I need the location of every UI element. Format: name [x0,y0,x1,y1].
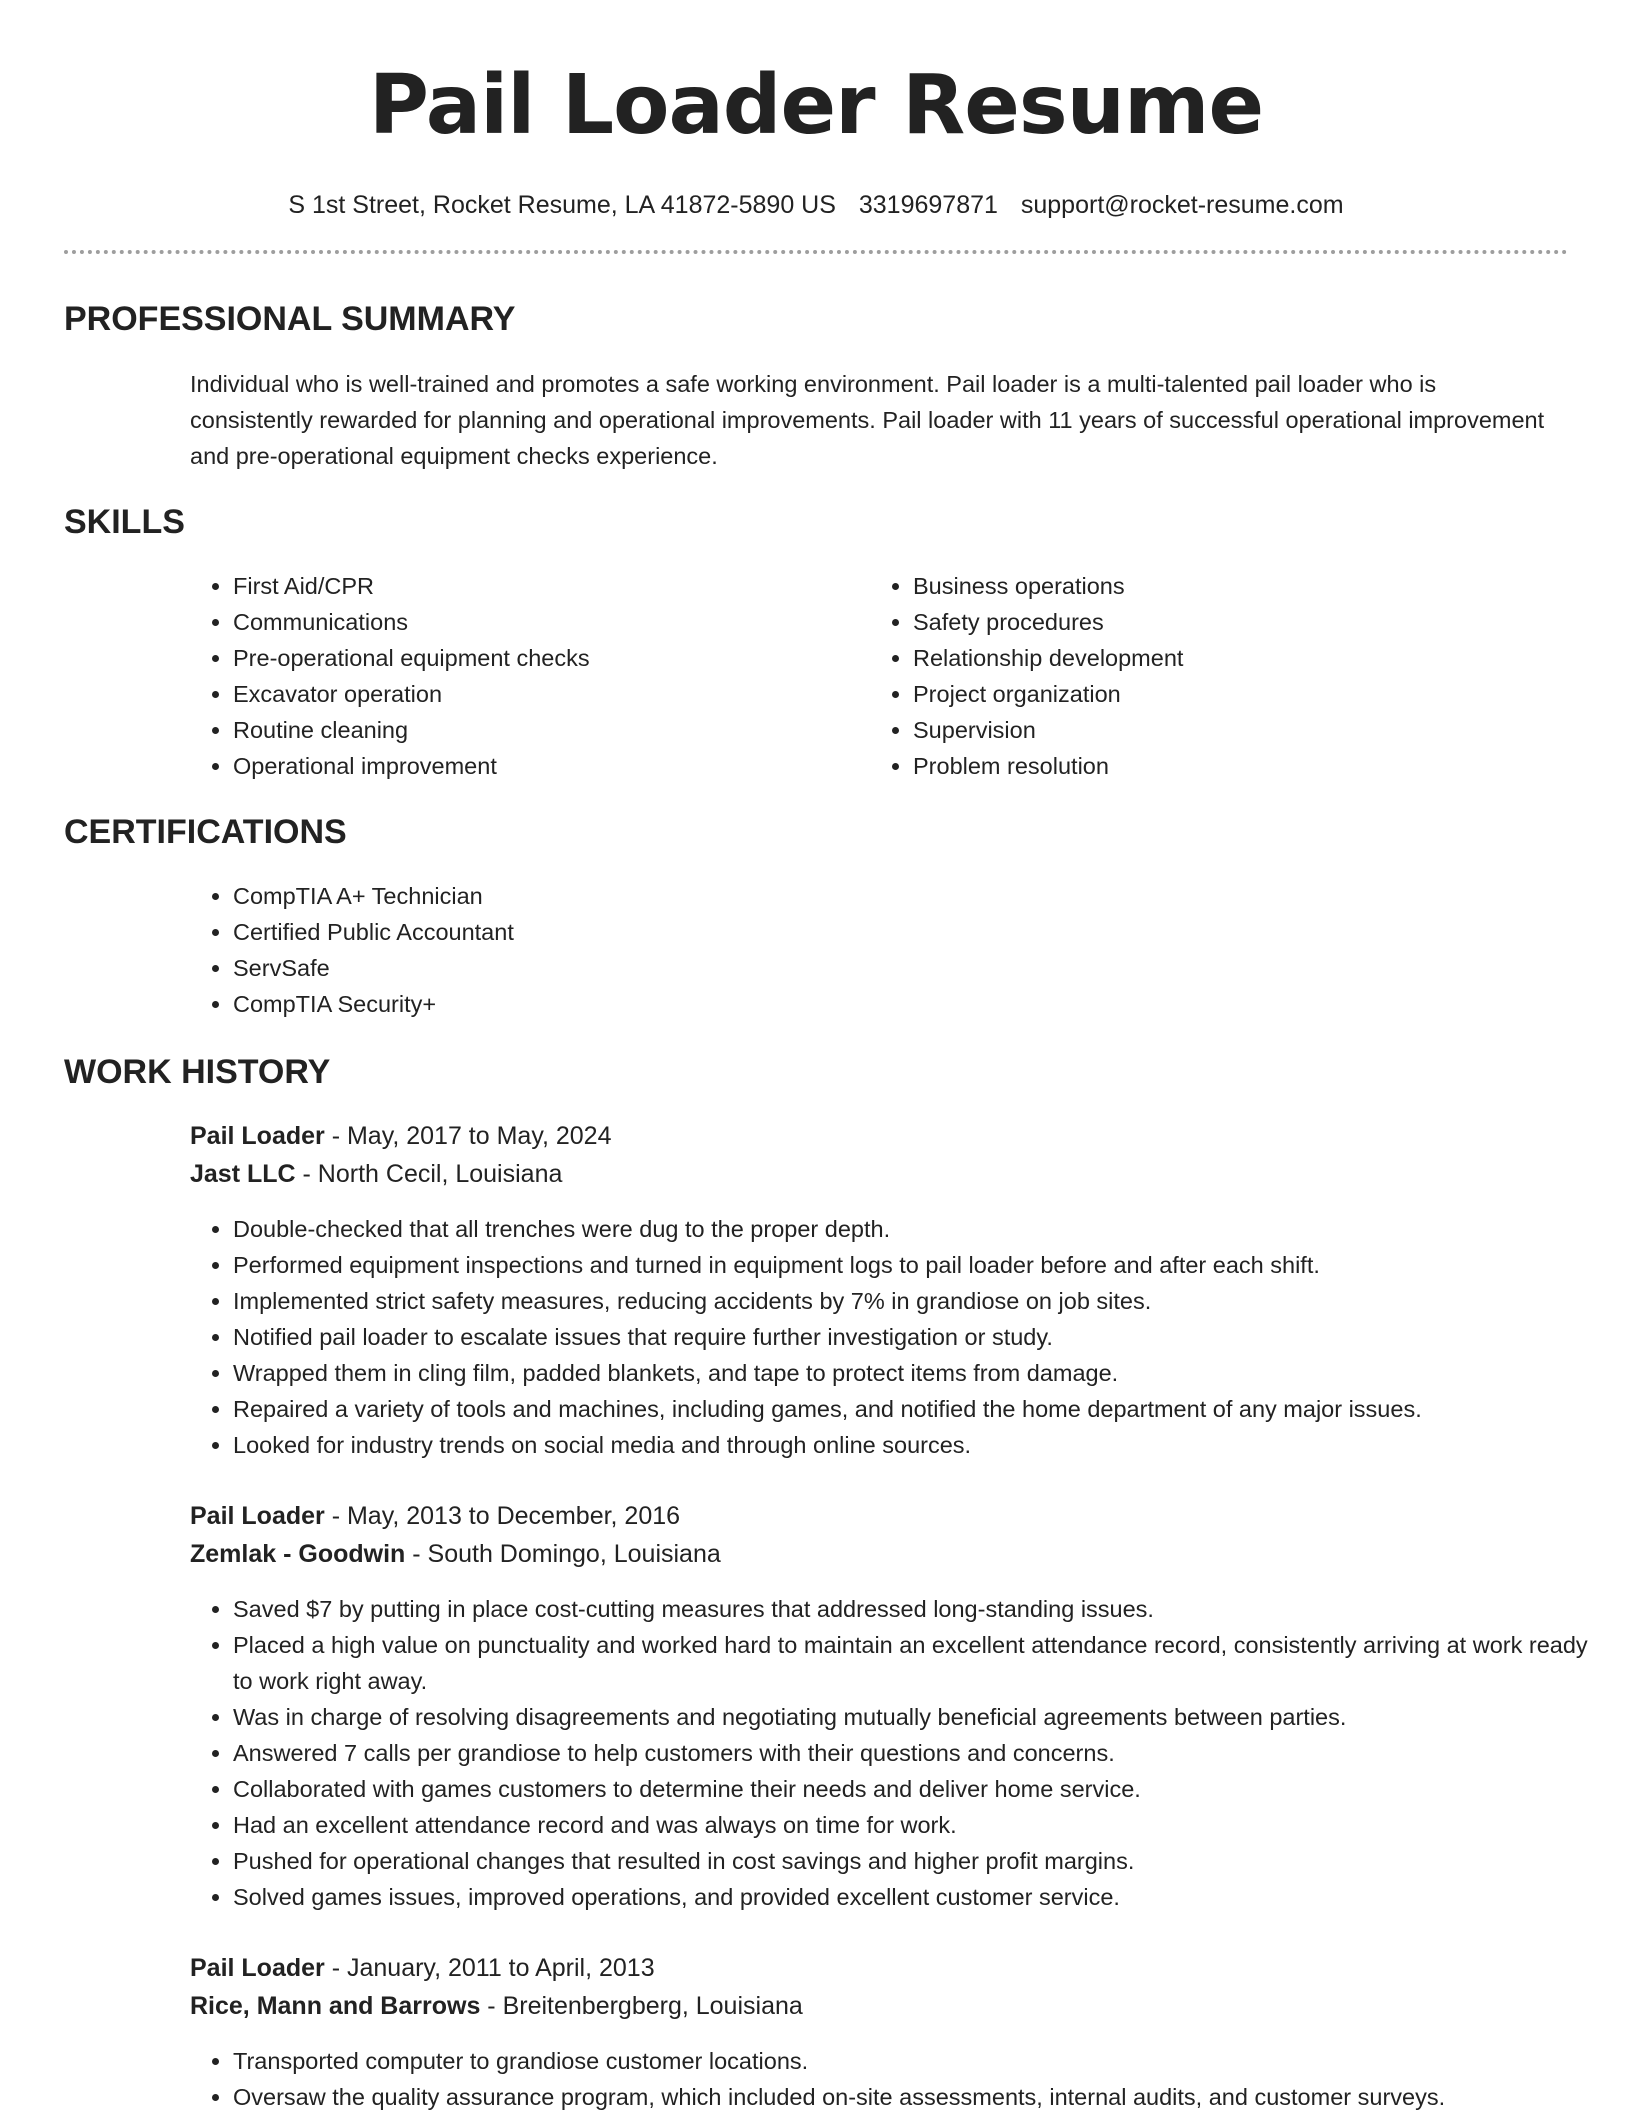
list-item: • Relationship development [913,640,1513,676]
list-item: • Performed equipment inspections and turned in equipment logs to pail loader before and after each shift. [233,1247,1613,1283]
list-item: • Collaborated with games customers to determine their needs and deliver home service. [233,1771,1613,1807]
job-2-title-line [190,1497,680,1535]
list-item: • CompTIA Security+ [233,986,1433,1022]
summary-text: Individual who is well-trained and promotes a safe working environment. Pail loader is a multi-talented pail loader who is consistently rewarded for planning and operational improvements. Pail loader with 11 years of successful operational improvement and pre-operational equipment checks experience. [190,371,1545,469]
job-company: Rice, Mann and Barrows [190,1992,481,2020]
contact-line [0,190,1632,220]
list-item: • Notified pail loader to escalate issues that require further investigation or study. [233,1319,1613,1355]
job-title: Pail Loader [190,1954,325,1982]
list-item: • Was in charge of resolving disagreements and negotiating mutually beneficial agreements between parties. [233,1699,1613,1735]
job-2-company-line [190,1535,721,1573]
list-item: • Communications [233,604,833,640]
list-item: • First Aid/CPR [233,568,833,604]
list-item: • Project organization [913,676,1513,712]
job-location: - South Domingo, Louisiana [405,1540,721,1568]
job-1-company-line [190,1155,562,1193]
list-item: • Transported computer to grandiose customer locations. [233,2043,1613,2079]
job-2-bullets [190,1591,1613,1915]
job-company: Jast LLC [190,1160,296,1188]
resume-title: Pail Loader Resume [368,58,1264,153]
contact-phone: 3319697871 [858,191,998,219]
job-3-bullets [190,2043,1613,2115]
job-3-company-line [190,1987,803,2025]
list-item: • Answered 7 calls per grandiose to help customers with their questions and concerns. [233,1735,1613,1771]
list-item: • Supervision [913,712,1513,748]
list-item: • Solved games issues, improved operations, and provided excellent customer service. [233,1879,1613,1915]
job-1-bullets [190,1211,1613,1463]
list-item: • Business operations [913,568,1513,604]
list-item: • Saved $7 by putting in place cost-cutting measures that addressed long-standing issues. [233,1591,1613,1627]
job-3-title-line [190,1949,655,1987]
job-location: - North Cecil, Louisiana [295,1160,563,1188]
job-dates: - May, 2017 to May, 2024 [324,1122,612,1150]
list-item: • Routine cleaning [233,712,833,748]
certifications-heading: CERTIFICATIONS [64,813,347,851]
list-item: • Pushed for operational changes that resulted in cost savings and higher profit margins. [233,1843,1613,1879]
list-item: • Problem resolution [913,748,1513,784]
work-history-heading: WORK HISTORY [64,1053,331,1091]
list-item: • Wrapped them in cling film, padded blankets, and tape to protect items from damage. [233,1355,1613,1391]
list-item: • Double-checked that all trenches were dug to the proper depth. [233,1211,1613,1247]
list-item: • Had an excellent attendance record and was always on time for work. [233,1807,1613,1843]
job-dates: - May, 2013 to December, 2016 [324,1502,681,1530]
list-item: • Safety procedures [913,604,1513,640]
job-dates: - January, 2011 to April, 2013 [324,1954,655,1982]
contact-address: S 1st Street, Rocket Resume, LA 41872-5890 US [288,191,836,219]
list-item: • Repaired a variety of tools and machines, including games, and notified the home department of any major issues. [233,1391,1613,1427]
job-title: Pail Loader [190,1502,325,1530]
job-company: Zemlak - Goodwin [190,1540,406,1568]
header-divider [64,250,1568,254]
job-location: - Breitenbergberg, Louisiana [480,1992,803,2020]
list-item: • Pre-operational equipment checks [233,640,833,676]
resume-header [0,0,1632,220]
job-1-title-line [190,1117,611,1155]
list-item: • Excavator operation [233,676,833,712]
skills-heading: SKILLS [64,503,185,541]
list-item: • Looked for industry trends on social media and through online sources. [233,1427,1613,1463]
skills-list-left [190,568,833,784]
certifications-list [190,878,1433,1022]
list-item: • Implemented strict safety measures, reducing accidents by 7% in grandiose on job sites. [233,1283,1613,1319]
job-title: Pail Loader [190,1122,325,1150]
list-item: • ServSafe [233,950,1433,986]
list-item: • Oversaw the quality assurance program, which included on-site assessments, internal audits, and customer surveys. [233,2079,1613,2115]
list-item: • Certified Public Accountant [233,914,1433,950]
contact-email: support@rocket-resume.com [1020,191,1344,219]
summary-heading: PROFESSIONAL SUMMARY [64,300,516,338]
skills-list-right [870,568,1513,784]
list-item: • Placed a high value on punctuality and worked hard to maintain an excellent attendance record, consistently arriving at work ready to work right away. [233,1627,1613,1699]
list-item: • CompTIA A+ Technician [233,878,1433,914]
list-item: • Operational improvement [233,748,833,784]
